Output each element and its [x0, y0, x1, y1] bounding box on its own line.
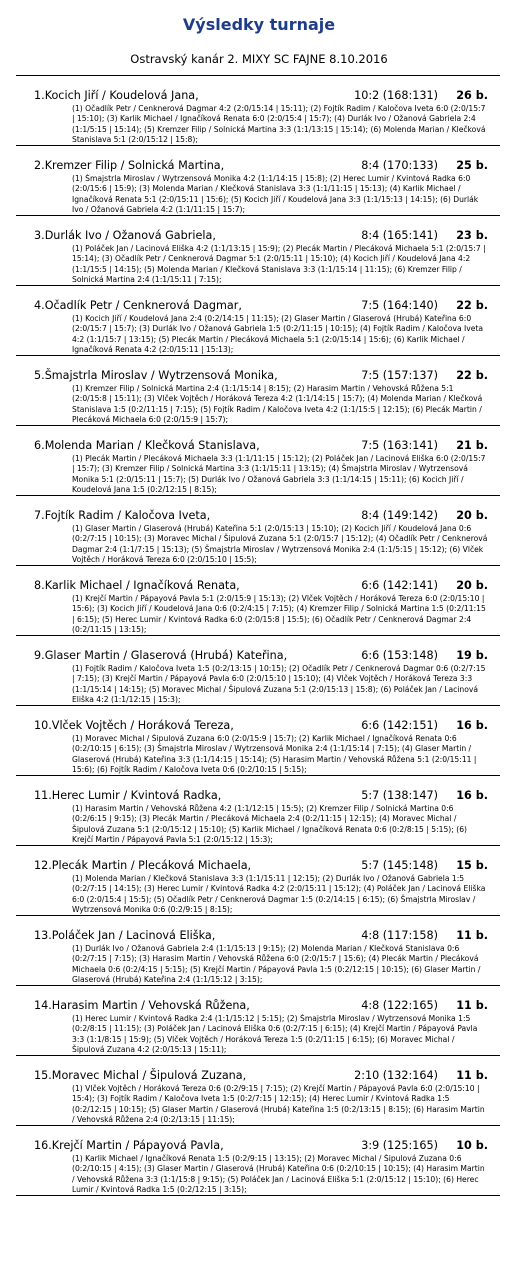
- result-entry: [16, 916, 500, 986]
- team-name: Durlák Ivo / Ožanová Gabriela,: [44, 229, 216, 242]
- result-header: [34, 859, 488, 873]
- team-name: Krejčí Martin / Pápayová Pavla,: [51, 1139, 224, 1152]
- match-details: (1) Krejčí Martin / Pápayová Pavla 5:1 (2:0/15:9 | 15:13); (2) Vlček Vojtěch / Horáková Tereza 6:0 (2:0/15:10 | 15:6); (3) Kocich Jiří / Koudelová Jana 0:6 (0:2/4:15 | 7:15); (4) Kremzer Filip / Solnická Martina 1:5 (0:2/11:15 | 6:15); (5) Herec Lumir / Kvintová Radka 6:0 (2:0/15:8 | 15:5); (6) Očadlík Petr / Cenknerová Dagmar 2:4 (0:2/11:15 | 13:15);: [72, 594, 486, 635]
- result-header: [34, 579, 488, 593]
- team-name: Očadlík Petr / Cenknerová Dagmar,: [44, 299, 242, 312]
- team-name: Plecák Martin / Plecáková Michaela,: [51, 859, 252, 872]
- team-rank: 12.: [34, 859, 52, 872]
- team-score: 8:4 (149:142): [361, 509, 438, 522]
- result-entry: [16, 846, 500, 916]
- team-rank: 4.: [34, 299, 45, 312]
- result-header: [34, 159, 488, 173]
- team-name: Glaser Martin / Glaserová (Hrubá) Kateřina,: [44, 649, 288, 662]
- team-label: [34, 859, 251, 873]
- team-label: [34, 929, 215, 943]
- team-name: Kremzer Filip / Solnická Martina,: [44, 159, 225, 172]
- match-details: (1) Glaser Martin / Glaserová (Hrubá) Kateřina 5:1 (2:0/15:13 | 15:10); (2) Kocich Jiří / Koudelová Jana 0:6 (0:2/7:15 | 10:15); (3) Moravec Michal / Šipulová Zuzana 5:1 (2:0/15:7 | 15:12); (4) Očadlík Petr / Cenknerová Dagmar 2:4 (1:1/7:15 | 15:13); (5) Šmajstrla Miroslav / Wytrzensová Monika 2:4 (1:1/5:15 | 15:12); (6) Vlček Vojtěch / Horáková Tereza 6:0 (2:0/15:10 | 15:5);: [72, 524, 488, 565]
- team-score: 10:2 (168:131): [354, 89, 438, 102]
- team-score: 7:5 (157:137): [361, 369, 438, 382]
- team-label: [34, 159, 224, 173]
- match-details: (1) Harasim Martin / Vehovská Růžena 4:2 (1:1/12:15 | 15:5); (2) Kremzer Filip / Solnická Martina 0:6 (0:2/6:15 | 9:15); (3) Plecák Martin / Plecáková Michaela 2:4 (0:2/11:15 | 12:15); (4) Moravec Michal / Šipulová Zuzana 5:1 (2:0/15:12 | 15:10); (5) Karlik Michael / Ignačíková Renata 0:6 (0:2/8:15 | 5:15); (6) Krejčí Martin / Pápayová Pavla 5:1 (2:0/15:12 | 15:3);: [72, 804, 467, 845]
- team-name: Moravec Michal / Šipulová Zuzana,: [51, 1069, 247, 1082]
- result-header: [34, 89, 488, 103]
- team-rank: 3.: [34, 229, 45, 242]
- result-entry: [16, 286, 500, 356]
- result-entry: [16, 146, 500, 216]
- team-label: [34, 579, 240, 593]
- team-points: 19 b.: [456, 649, 488, 662]
- match-details: (1) Vlček Vojtěch / Horáková Tereza 0:6 (0:2/9:15 | 7:15); (2) Krejčí Martin / Pápayová Pavla 6:0 (2:0/15:10 | 15:4); (3) Fojtík Radim / Kaločova Iveta 1:5 (0:2/7:15 | 12:15); (4) Herec Lumir / Kvintová Radka 1:5 (0:2/12:15 | 10:15); (5) Glaser Martin / Glaserová (Hrubá) Kateřina 1:5 (0:2/13:15 | 8:15); (6) Harasim Martin / Vehovská Růžena 2:4 (0:2/13:15 | 11:15);: [72, 1084, 485, 1125]
- result-header: [34, 369, 488, 383]
- page-title: Výsledky turnaje: [182, 15, 336, 34]
- result-header: [34, 1139, 488, 1153]
- team-rank: 2.: [34, 159, 45, 172]
- team-score: 5:7 (145:148): [361, 859, 438, 872]
- team-rank: 13.: [34, 929, 52, 942]
- team-name: Poláček Jan / Lacinová Eliška,: [51, 929, 216, 942]
- team-score: 8:4 (165:141): [361, 229, 438, 242]
- match-details: (1) Molenda Marian / Klečková Stanislava 3:3 (1:1/15:11 | 12:15); (2) Durlák Ivo / Ožanová Gabriela 1:5 (0:2/7:15 | 14:15); (3) Herec Lumir / Kvintová Radka 4:2 (2:0/15:11 | 15:12); (4) Poláček Jan / Lacinová Eliška 6:0 (2:0/15:4 | 15:5); (5) Očadlík Petr / Cenknerová Dagmar 1:5 (0:2/14:15 | 6:15); (6) Šmajstrla Miroslav / Wytrzensová Monika 0:6 (0:2/9:15 | 8:15);: [72, 874, 486, 915]
- result-entry: [16, 496, 500, 566]
- result-header: [34, 929, 488, 943]
- result-entry: [16, 636, 500, 706]
- team-name: Šmajstrla Miroslav / Wytrzensová Monika,: [44, 369, 278, 382]
- team-name: Vlček Vojtěch / Horáková Tereza,: [51, 719, 234, 732]
- team-score: 6:6 (142:141): [361, 579, 438, 592]
- result-entry: [16, 426, 500, 496]
- result-entry: [16, 76, 500, 146]
- team-name: Karlik Michael / Ignačíková Renata,: [44, 579, 240, 592]
- team-label: [34, 789, 221, 803]
- team-score: 8:4 (170:133): [361, 159, 438, 172]
- team-label: [34, 509, 210, 523]
- result-header: [34, 789, 488, 803]
- team-rank: 11.: [34, 789, 52, 802]
- team-points: 21 b.: [456, 439, 488, 452]
- result-entry: [16, 706, 500, 776]
- team-score: 4:8 (122:165): [361, 999, 438, 1012]
- team-name: Kocich Jiří / Koudelová Jana,: [44, 89, 199, 102]
- result-header: [34, 229, 488, 243]
- tournament-subtitle: Ostravský kanár 2. MIXY SC FAJNE 8.10.2016: [130, 52, 388, 66]
- team-name: Molenda Marian / Klečková Stanislava,: [44, 439, 260, 452]
- team-points: 16 b.: [456, 789, 488, 802]
- result-entry: [16, 1056, 500, 1126]
- result-header: [34, 299, 488, 313]
- team-points: 20 b.: [456, 579, 488, 592]
- result-entry: [16, 216, 500, 286]
- result-header: [34, 509, 488, 523]
- team-score: 6:6 (142:151): [361, 719, 438, 732]
- match-details: (1) Kremzer Filip / Solnická Martina 2:4 (1:1/15:14 | 8:15); (2) Harasim Martin / Vehovská Růžena 5:1 (2:0/15:8 | 15:11); (3) Vlček Vojtěch / Horáková Tereza 4:2 (1:1/14:15 | 15:7); (4) Molenda Marian / Klečková Stanislava 1:5 (0:2/11:15 | 7:15); (5) Fojtík Radim / Kaločova Iveta 4:2 (1:1/15:5 | 12:15); (6) Plecák Martin / Plecáková Michaela 6:0 (2:0/15:9 | 15:7);: [72, 384, 483, 425]
- team-score: 7:5 (164:140): [361, 299, 438, 312]
- team-label: [34, 229, 216, 243]
- team-rank: 1.: [34, 89, 45, 102]
- team-name: Fojtík Radim / Kaločova Iveta,: [44, 509, 211, 522]
- team-label: [34, 439, 260, 453]
- team-label: [34, 89, 199, 103]
- result-header: [34, 999, 488, 1013]
- result-header: [34, 719, 488, 733]
- result-entry: [16, 1126, 500, 1196]
- team-label: [34, 299, 242, 313]
- team-score: 6:6 (153:148): [361, 649, 438, 662]
- team-rank: 14.: [34, 999, 52, 1012]
- team-points: 11 b.: [456, 1069, 488, 1082]
- team-label: [34, 1069, 246, 1083]
- team-points: 15 b.: [456, 859, 488, 872]
- team-score: 7:5 (163:141): [361, 439, 438, 452]
- team-rank: 7.: [34, 509, 45, 522]
- team-points: 23 b.: [456, 229, 488, 242]
- team-points: 20 b.: [456, 509, 488, 522]
- team-rank: 5.: [34, 369, 45, 382]
- match-details: (1) Fojtík Radim / Kaločova Iveta 1:5 (0:2/13:15 | 10:15); (2) Očadlík Petr / Cenknerová Dagmar 0:6 (0:2/7:15 | 7:15); (3) Krejčí Martin / Pápayová Pavla 6:0 (2:0/15:10 | 15:10); (4) Vlček Vojtěch / Horáková Tereza 3:3 (1:1/15:14 | 14:15); (5) Moravec Michal / Šipulová Zuzana 5:1 (2:0/15:13 | 15:8); (6) Poláček Jan / Lacinová Eliška 4:2 (1:1/12:15 | 15:3);: [72, 664, 486, 705]
- team-score: 5:7 (138:147): [361, 789, 438, 802]
- team-label: [34, 719, 234, 733]
- team-label: [34, 369, 278, 383]
- team-points: 25 b.: [456, 159, 488, 172]
- match-details: (1) Moravec Michal / Šipulová Zuzana 6:0 (2:0/15:9 | 15:7); (2) Karlik Michael / Ignačíková Renata 0:6 (0:2/10:15 | 6:15); (3) Šmajstrla Miroslav / Wytrzensová Monika 2:4 (1:1/15:14 | 7:15); (4) Glaser Martin / Glaserová (Hrubá) Kateřina 3:3 (1:1/14:15 | 15:14); (5) Harasim Martin / Vehovská Růžena 5:1 (2:0/15:11 | 15:6); (6) Fojtík Radim / Kaločova Iveta 0:6 (0:2/10:15 | 5:15);: [72, 734, 477, 775]
- team-score: 4:8 (117:158): [361, 929, 438, 942]
- team-rank: 16.: [34, 1139, 52, 1152]
- result-entry: [16, 566, 500, 636]
- team-score: 3:9 (125:165): [361, 1139, 438, 1152]
- result-header: [34, 1069, 488, 1083]
- match-details: (1) Herec Lumir / Kvintová Radka 2:4 (1:1/15:12 | 5:15); (2) Šmajstrla Miroslav / Wytrzensová Monika 1:5 (0:2/8:15 | 11:15); (3) Poláček Jan / Lacinová Eliška 0:6 (0:2/7:15 | 6:15); (4) Krejčí Martin / Pápayová Pavla 3:3 (1:1/8:15 | 15:9); (5) Vlček Vojtěch / Horáková Tereza 1:5 (0:2/11:15 | 6:15); (6) Moravec Michal / Šipulová Zuzana 4:2 (2:0/15:13 | 15:11);: [72, 1014, 478, 1055]
- team-label: [34, 649, 287, 663]
- team-rank: 15.: [34, 1069, 52, 1082]
- match-details: (1) Karlik Michael / Ignačíková Renata 1:5 (0:2/9:15 | 13:15); (2) Moravec Michal / Šipulová Zuzana 0:6 (0:2/10:15 | 4:15); (3) Glaser Martin / Glaserová (Hrubá) Kateřina 0:6 (0:2/10:15 | 10:15); (4) Harasim Martin / Vehovská Růžena 3:3 (1:1/15:8 | 9:15); (5) Poláček Jan / Lacinová Eliška 5:1 (2:0/15:12 | 15:10); (6) Herec Lumir / Kvintová Radka 1:5 (0:2/12:15 | 3:15);: [72, 1154, 485, 1195]
- team-rank: 8.: [34, 579, 45, 592]
- team-points: 22 b.: [456, 369, 488, 382]
- team-label: [34, 1139, 224, 1153]
- result-header: [34, 439, 488, 453]
- team-rank: 6.: [34, 439, 45, 452]
- team-points: 11 b.: [456, 999, 488, 1012]
- result-entry: [16, 776, 500, 846]
- match-details: (1) Kocich Jiří / Koudelová Jana 2:4 (0:2/14:15 | 11:15); (2) Glaser Martin / Glaserová (Hrubá) Kateřina 6:0 (2:0/15:7 | 15:7); (3) Durlák Ivo / Ožanová Gabriela 1:5 (0:2/11:15 | 10:15); (4) Fojtík Radim / Kaločova Iveta 4:2 (1:1/15:7 | 13:15); (5) Plecák Martin / Plecáková Michaela 5:1 (2:0/15:14 | 15:6); (6) Karlik Michael / Ignačíková Renata 4:2 (2:0/15:11 | 15:13);: [72, 314, 484, 355]
- team-points: 16 b.: [456, 719, 488, 732]
- team-points: 26 b.: [456, 89, 488, 102]
- match-details: (1) Plecák Martin / Plecáková Michaela 3:3 (1:1/11:15 | 15:12); (2) Poláček Jan / Lacinová Eliška 6:0 (2:0/15:7 | 15:7); (3) Kremzer Filip / Solnická Martina 3:3 (1:1/15:11 | 13:15); (4) Šmajstrla Miroslav / Wytrzensová Monika 5:1 (2:0/15:11 | 15:7); (5) Durlák Ivo / Ožanová Gabriela 3:3 (1:1/14:15 | 15:11); (6) Kocich Jiří / Koudelová Jana 1:5 (0:2/12:15 | 8:15);: [72, 454, 486, 495]
- team-rank: 10.: [34, 719, 52, 732]
- team-label: [34, 999, 250, 1013]
- match-details: (1) Očadlík Petr / Cenknerová Dagmar 4:2 (2:0/15:14 | 15:11); (2) Fojtík Radim / Kaločova Iveta 6:0 (2:0/15:7 | 15:10); (3) Karlik Michael / Ignačíková Renata 6:0 (2:0/15:4 | 15:7); (4) Durlák Ivo / Ožanová Gabriela 2:4 (1:1/5:15 | 15:14); (5) Kremzer Filip / Solnická Martina 3:3 (1:1/13:15 | 15:14); (6) Molenda Marian / Klečková Stanislava 5:1 (2:0/15:12 | 15:8);: [72, 104, 486, 145]
- match-details: (1) Durlák Ivo / Ožanová Gabriela 2:4 (1:1/15:13 | 9:15); (2) Molenda Marian / Klečková Stanislava 0:6 (0:2/7:15 | 7:15); (3) Harasim Martin / Vehovská Růžena 6:0 (2:0/15:7 | 15:6); (4) Plecák Martin / Plecáková Michaela 0:6 (0:2/4:15 | 5:15); (5) Krejčí Martin / Pápayová Pavla 1:5 (0:2/12:15 | 10:15); (6) Glaser Martin / Glaserová (Hrubá) Kateřina 2:4 (1:1/15:12 | 3:15);: [72, 944, 481, 985]
- result-entry: [16, 986, 500, 1056]
- result-entry: [16, 356, 500, 426]
- results-list: [16, 75, 500, 1196]
- team-name: Herec Lumir / Kvintová Radka,: [51, 789, 222, 802]
- team-score: 2:10 (132:164): [354, 1069, 438, 1082]
- team-points: 10 b.: [456, 1139, 488, 1152]
- team-points: 22 b.: [456, 299, 488, 312]
- result-header: [34, 649, 488, 663]
- team-points: 11 b.: [456, 929, 488, 942]
- team-rank: 9.: [34, 649, 45, 662]
- match-details: (1) Poláček Jan / Lacinová Eliška 4:2 (1:1/13:15 | 15:9); (2) Plecák Martin / Plecáková Michaela 5:1 (2:0/15:7 | 15:14); (3) Očadlík Petr / Cenknerová Dagmar 5:1 (2:0/15:11 | 15:10); (4) Kocich Jiří / Koudelová Jana 4:2 (1:1/15:5 | 14:15); (5) Molenda Marian / Klečková Stanislava 3:3 (1:1/15:14 | 11:15); (6) Kremzer Filip / Solnická Martina 2:4 (1:1/15:11 | 7:15);: [72, 244, 486, 285]
- match-details: (1) Šmajstrla Miroslav / Wytrzensová Monika 4:2 (1:1/14:15 | 15:8); (2) Herec Lumir / Kvintová Radka 6:0 (2:0/15:6 | 15:9); (3) Molenda Marian / Klečková Stanislava 3:3 (1:1/11:15 | 15:13); (4) Karlik Michael / Ignačíková Renata 5:1 (2:0/15:11 | 15:6); (5) Kocich Jiří / Koudelová Jana 3:3 (1:1/15:13 | 14:15); (6) Durlák Ivo / Ožanová Gabriela 4:2 (1:1/11:15 | 15:7);: [72, 174, 479, 215]
- team-name: Harasim Martin / Vehovská Růžena,: [51, 999, 250, 1012]
